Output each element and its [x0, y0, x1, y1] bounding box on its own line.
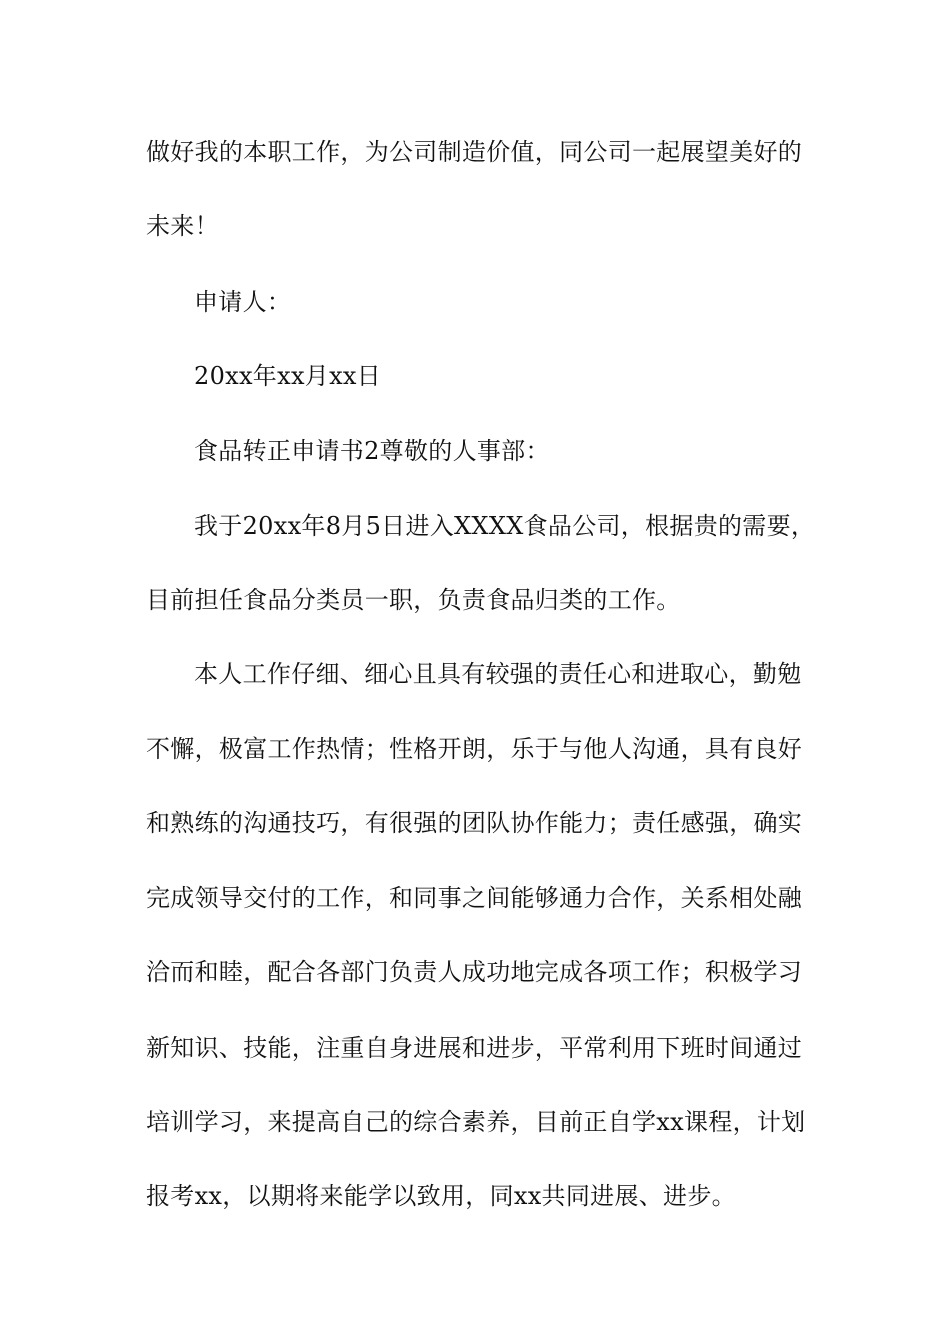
applicant-label: 申请人： [194, 288, 292, 316]
body-text-line: 未来！ [146, 212, 219, 240]
body-text-line: 目前担任食品分类员一职，负责食品归类的工作。 [146, 586, 681, 614]
section-heading: 食品转正申请书2尊敬的人事部： [194, 437, 550, 465]
body-text-line: 培训学习，来提高自己的综合素养，目前正自学xx课程，计划 [146, 1108, 806, 1136]
body-text-line: 我于20xx年8月5日进入XXXX食品公司，根据贵的需要， [194, 512, 816, 540]
body-text-line: 完成领导交付的工作，和同事之间能够通力合作，关系相处融 [146, 884, 803, 912]
body-text-line: 不懈，极富工作热情；性格开朗，乐于与他人沟通，具有良好 [146, 735, 803, 763]
body-text-line: 做好我的本职工作，为公司制造价值，同公司一起展望美好的 [146, 138, 803, 166]
body-text-line: 新知识、技能，注重自身进展和进步，平常利用下班时间通过 [146, 1034, 803, 1062]
body-text-line: 洽而和睦，配合各部门负责人成功地完成各项工作；积极学习 [146, 958, 803, 986]
body-text-line: 本人工作仔细、细心且具有较强的责任心和进取心，勤勉 [194, 660, 802, 688]
body-text-line: 和熟练的沟通技巧，有很强的团队协作能力；责任感强，确实 [146, 809, 803, 837]
date-line: 20xx年xx月xx日 [194, 362, 382, 390]
body-text-line: 报考xx，以期将来能学以致用，同xx共同进展、进步。 [146, 1182, 736, 1210]
